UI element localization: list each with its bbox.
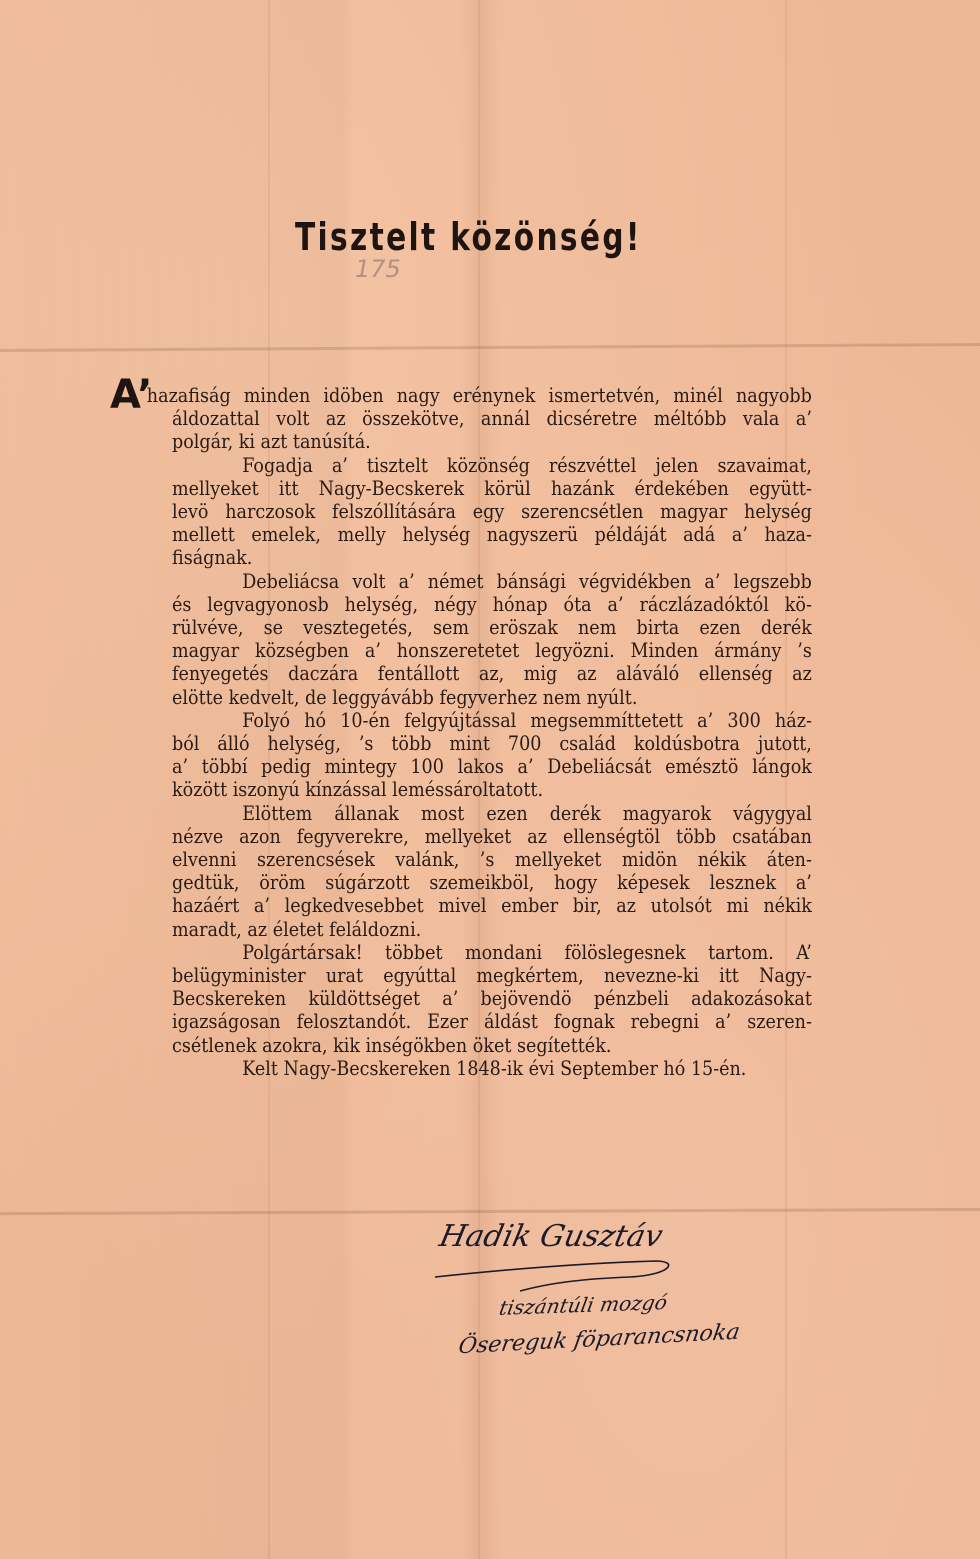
- text-line: Becskereken küldöttséget a’ bejövendö pénzbeli adakozásokat: [172, 987, 812, 1011]
- text-line: gedtük, öröm súgárzott szemeikböl, hogy képesek lesznek a’: [172, 871, 812, 895]
- text-line: Debeliácsa volt a’ német bánsági végvidékben a’ legszebb: [242, 569, 812, 593]
- text-line: Fogadja a’ tisztelt közönség részvéttel jelen szavaimat,: [242, 453, 812, 477]
- text-line: levö harczosok felszóllítására egy szerencsétlen magyar helység: [172, 500, 812, 524]
- text-line: áldozattal volt az összekötve, annál dicséretre méltóbb vala a’: [172, 407, 812, 431]
- proclamation-body: [146, 384, 812, 1080]
- text-line: hazafiság minden idöben nagy erénynek ismertetvén, minél nagyobb: [146, 384, 812, 407]
- text-line: fenyegetés daczára fentállott az, mig az aláváló ellenség az: [172, 662, 812, 686]
- text-line: és legvagyonosb helység, négy hónap óta a’ ráczlázadóktól kö-: [172, 592, 812, 616]
- paragraph: [172, 570, 812, 709]
- signature-title-line-1: tiszántúli mozgó: [497, 1290, 670, 1320]
- text-line: maradt, az életet feláldozni.: [172, 917, 422, 941]
- text-line: mellett emelek, melly helység nagyszerü példáját adá a’ haza-: [172, 523, 812, 547]
- text-line: igazságosan felosztandót. Ezer áldást fognak rebegni a’ szeren-: [172, 1010, 812, 1034]
- text-line: a’ többí pedig mintegy 100 lakos a’ Debeliácsát emésztö lángok: [172, 755, 812, 779]
- drop-cap: A’: [110, 372, 153, 418]
- signature-title-line-2: Ösereguk föparancsnoka: [456, 1319, 742, 1360]
- text-line: polgár, ki azt tanúsítá.: [172, 430, 371, 454]
- text-line: hazáért a’ legkedvesebbet mivel ember bir, az utolsót mi nékik: [172, 894, 812, 918]
- text-line: elötte kedvelt, de leggyávább fegyverhez nem nyúlt.: [172, 685, 638, 709]
- signature-name: Hadik Gusztáv: [436, 1219, 666, 1254]
- archive-pencil-mark: 175: [355, 255, 401, 283]
- signature-flourish-icon: [430, 1255, 730, 1295]
- paragraph: [172, 802, 812, 941]
- text-line: Polgártársak! többet mondani fölöslegesnek tartom. A’: [242, 940, 812, 964]
- text-line: magyar községben a’ honszeretetet legyözni. Minden ármány ’s: [172, 639, 812, 663]
- text-line: Kelt Nagy-Becskereken 1848-ik évi September hó 15-én.: [242, 1056, 747, 1080]
- document-title: Tisztelt közönség!: [294, 215, 642, 260]
- paragraph: [146, 384, 812, 454]
- text-line: rülvéve, se vesztegetés, sem eröszak nem birta ezen derék: [172, 616, 812, 640]
- text-line: ból álló helység, ’s több mint 700 család koldúsbotra jutott,: [172, 732, 812, 756]
- text-line: csétlenek azokra, kik inségökben öket segítették.: [172, 1033, 612, 1057]
- handwritten-signature: [430, 1215, 850, 1375]
- text-line: nézve azon fegyverekre, mellyeket az ellenségtöl több csatában: [172, 824, 812, 848]
- paragraph: [172, 941, 812, 1057]
- text-line: Elöttem állanak most ezen derék magyarok vágygyal: [242, 801, 812, 825]
- dateline: [172, 1057, 812, 1080]
- text-line: elvenni szerencsések valánk, ’s mellyeket midön nékik áten-: [172, 848, 812, 872]
- text-line: mellyeket itt Nagy-Becskerek körül hazánk érdekében együtt-: [172, 476, 812, 500]
- paragraph: [172, 709, 812, 802]
- text-line: Folyó hó 10-én felgyújtással megsemmíttetett a’ 300 ház-: [242, 708, 812, 732]
- text-line: fiságnak.: [172, 546, 253, 570]
- paragraph: [172, 454, 812, 570]
- text-line: belügyminister urat egyúttal megkértem, nevezne-ki itt Nagy-: [172, 964, 812, 988]
- text-line: között iszonyú kínzással leméssároltatott.: [172, 778, 544, 802]
